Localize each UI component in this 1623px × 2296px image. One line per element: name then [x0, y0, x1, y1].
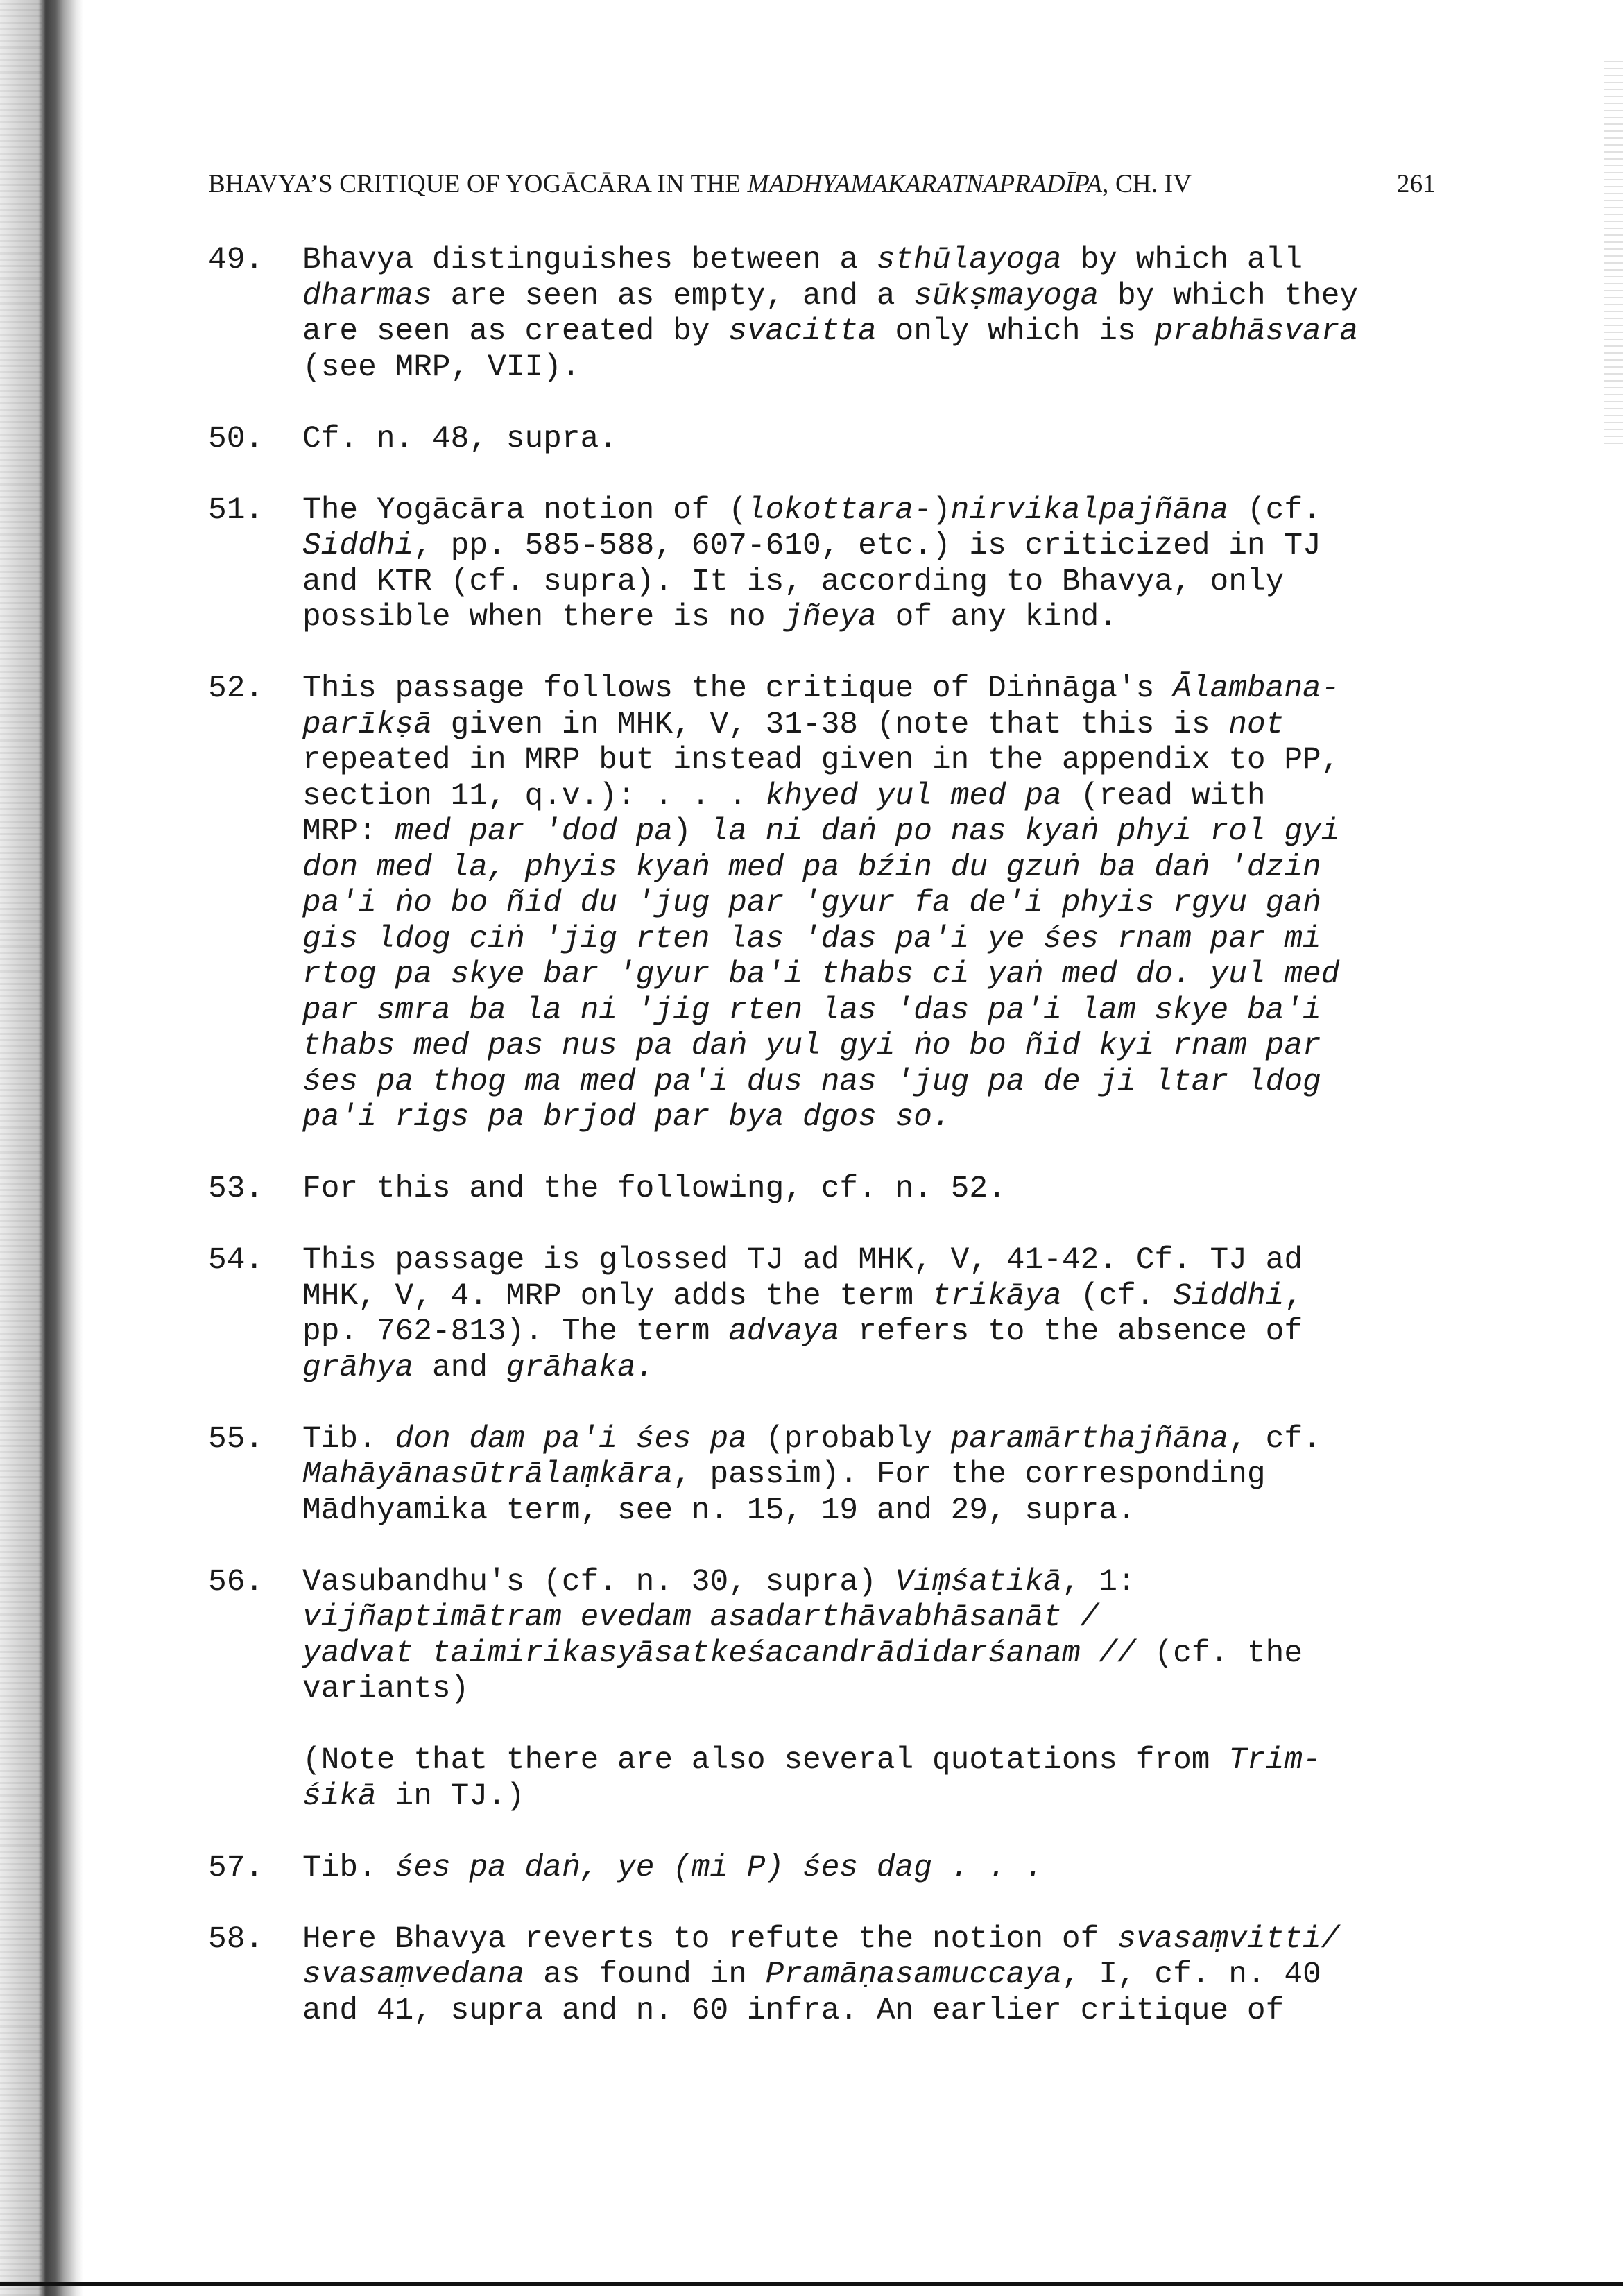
note-number: 50. — [208, 421, 264, 456]
note-51: 51. The Yogācāra notion of (lokottara-)nirvikalpajñāna (cf. Siddhi, pp. 585-588, 607-610, etc.) is criticized in TJ and KTR (cf. supra). It is, according to Bhavya, only possible when there is no jñeya of any kind. — [208, 492, 1321, 635]
note-52: 52. This passage follows the critique of Diṅnāga's Ālambana- parīkṣā given in MHK, V, 31-38 (note that this is not repeated in MRP but instead given in the appendix to PP, section 11, q.v.): . . . khyed yul med pa (read with MRP: med par 'dod pa) la ni daṅ po nas kyaṅ phyi rol gyi don med la, phyis kyaṅ med pa bźin du gzuṅ ba daṅ 'dzin pa'i ṅo bo ñid du 'jug par 'gyur fa de'i phyis rgyu gaṅ gis ldog ciṅ 'jig rten las 'das pa'i ye śes rnam par mi rtog pa skye bar 'gyur ba'i thabs ci yaṅ med do. yul med par smra ba la ni 'jig rten las 'das pa'i lam skye ba'i thabs med pas nus pa daṅ yul gyi ṅo bo ñid kyi rnam par śes pa thog ma med pa'i dus nas 'jug pa de ji ltar ldog pa'i rigs pa brjod par bya dgos so. — [208, 671, 1340, 1135]
scan-binding-texture — [0, 0, 42, 2296]
note-50: 50. Cf. n. 48, supra. — [208, 421, 617, 456]
scan-bottom-edge — [0, 2282, 1623, 2286]
note-58: 58. Here Bhavya reverts to refute the notion of svasaṃvitti/ svasaṃvedana as found in Pramāṇasamuccaya, I, cf. n. 40 and 41, supra and n. 60 infra. An earlier critique of — [208, 1921, 1340, 2028]
page-number: 261 — [1396, 170, 1436, 198]
note-56-aside: (Note that there are also several quotations from Trim- śikā in TJ.) — [302, 1743, 1321, 1814]
note-number: 53. — [208, 1172, 264, 1206]
note-55: 55. Tib. don dam pa'i śes pa (probably paramārthajñāna, cf. Mahāyānasūtrālaṃkāra, passim). For the corresponding Mādhyamika term, see n. 15, 19 and 29, supra. — [208, 1421, 1321, 1528]
note-number: 54. — [208, 1243, 264, 1278]
note-number: 49. — [208, 243, 264, 277]
note-number: 56. — [208, 1564, 264, 1600]
note-53: 53. For this and the following, cf. n. 52. — [208, 1172, 1006, 1206]
note-57: 57. Tib. śes pa daṅ, ye (mi P) śes dag . . . — [208, 1850, 1044, 1885]
scan-right-edge-noise — [1604, 55, 1623, 444]
note-54: 54. This passage is glossed TJ ad MHK, V, 41-42. Cf. TJ ad MHK, V, 4. MRP only adds the term trikāya (cf. Siddhi, pp. 762-813). The term advaya refers to the absence of grāhya and grāhaka. — [208, 1243, 1303, 1385]
note-number: 51. — [208, 492, 264, 528]
note-number: 52. — [208, 671, 264, 706]
note-number: 57. — [208, 1850, 264, 1885]
note-49: 49. Bhavya distinguishes between a sthūlayoga by which all dharmas are seen as empty, and a sūkṣmayoga by which they are seen as created by svacitta only which is prabhāsvara (see MRP, VII). — [208, 243, 1359, 385]
note-number: 55. — [208, 1421, 264, 1457]
endnotes — [208, 243, 1443, 2065]
running-header-title: BHAVYA’S CRITIQUE OF YOGĀCĀRA IN THE MADHYAMAKARATNAPRADĪPA, CH. IV — [208, 170, 1192, 198]
note-56: 56. Vasubandhu's (cf. n. 30, supra) Viṃśatikā, 1: vijñaptimātram evedam asadarthāvabhāsanāt / yadvat taimirikasyāsatkeśacandrādidarśanam // (cf. the variants) — [208, 1564, 1303, 1706]
running-header — [208, 169, 1436, 204]
note-number: 58. — [208, 1921, 264, 1957]
